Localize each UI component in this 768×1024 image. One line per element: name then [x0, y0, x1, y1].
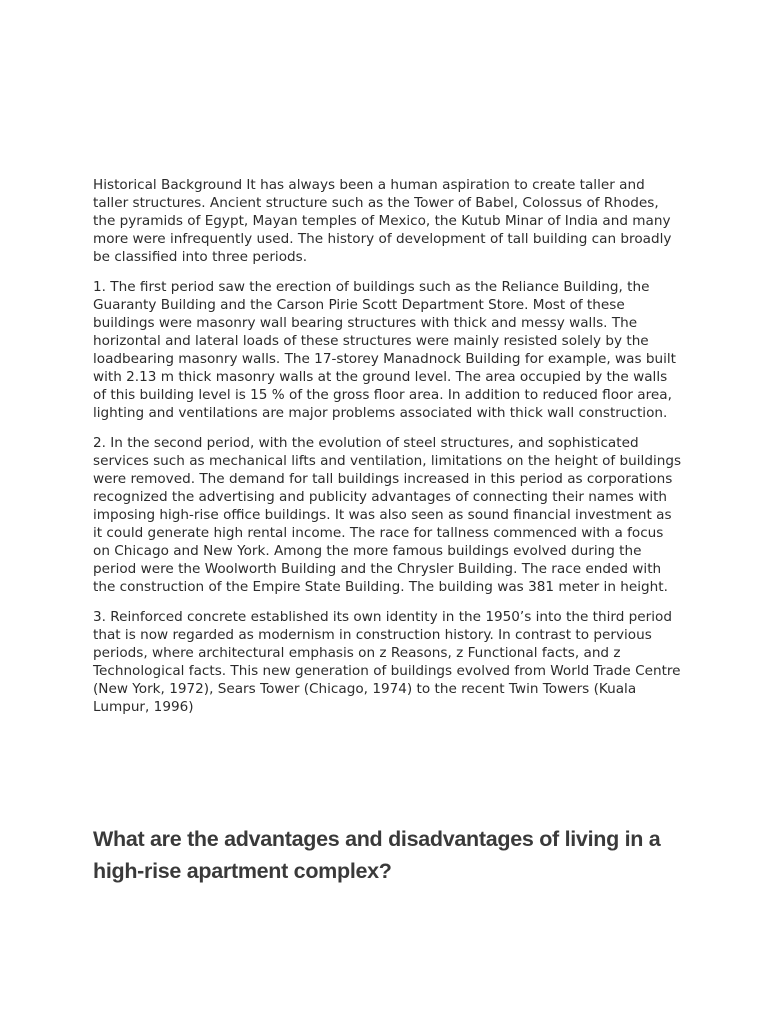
document-body: [93, 176, 683, 728]
section-heading: What are the advantages and disadvantages of living in a high-rise apartment complex?: [93, 827, 661, 883]
paragraph-first-period: 1. The first period saw the erection of buildings such as the Reliance Building, the Guaranty Building and the Carson Pirie Scott Department Store. Most of these buildings were masonry wall bearing structures with thick and messy walls. The horizontal and lateral loads of these structures were mainly resisted solely by the loadbearing masonry walls. The 17-storey Manadnock Building for example, was built with 2.13 m thick masonry walls at the ground level. The area occupied by the walls of this building level is 15 % of the gross floor area. In addition to reduced floor area, lighting and ventilations are major problems associated with thick wall construction.: [93, 279, 676, 421]
paragraph-second-period: 2. In the second period, with the evolution of steel structures, and sophisticated services such as mechanical lifts and ventilation, limitations on the height of buildings were removed. The demand for tall buildings increased in this period as corporations recognized the advertising and publicity advantages of connecting their names with imposing high-rise office buildings. It was also seen as sound financial investment as it could generate high rental income. The race for tallness commenced with a focus on Chicago and New York. Among the more famous buildings evolved during the period were the Woolworth Building and the Chrysler Building. The race ended with the construction of the Empire State Building. The building was 381 meter in height.: [93, 435, 682, 595]
paragraph-historical-background: Historical Background It has always been a human aspiration to create taller and taller structures. Ancient structure such as the Tower of Babel, Colossus of Rhodes, the pyramids of Egypt, Mayan temples of Mexico, the Kutub Minar of India and many more were infrequently used. The history of development of tall building can broadly be classified into three periods.: [93, 177, 672, 265]
paragraph-third-period: 3. Reinforced concrete established its own identity in the 1950’s into the third period that is now regarded as modernism in construction history. In contrast to pervious periods, where architectural emphasis on z Reasons, z Functional facts, and z Technological facts. This new generation of buildings evolved from World Trade Centre (New York, 1972), Sears Tower (Chicago, 1974) to the recent Twin Towers (Kuala Lumpur, 1996): [93, 609, 681, 715]
